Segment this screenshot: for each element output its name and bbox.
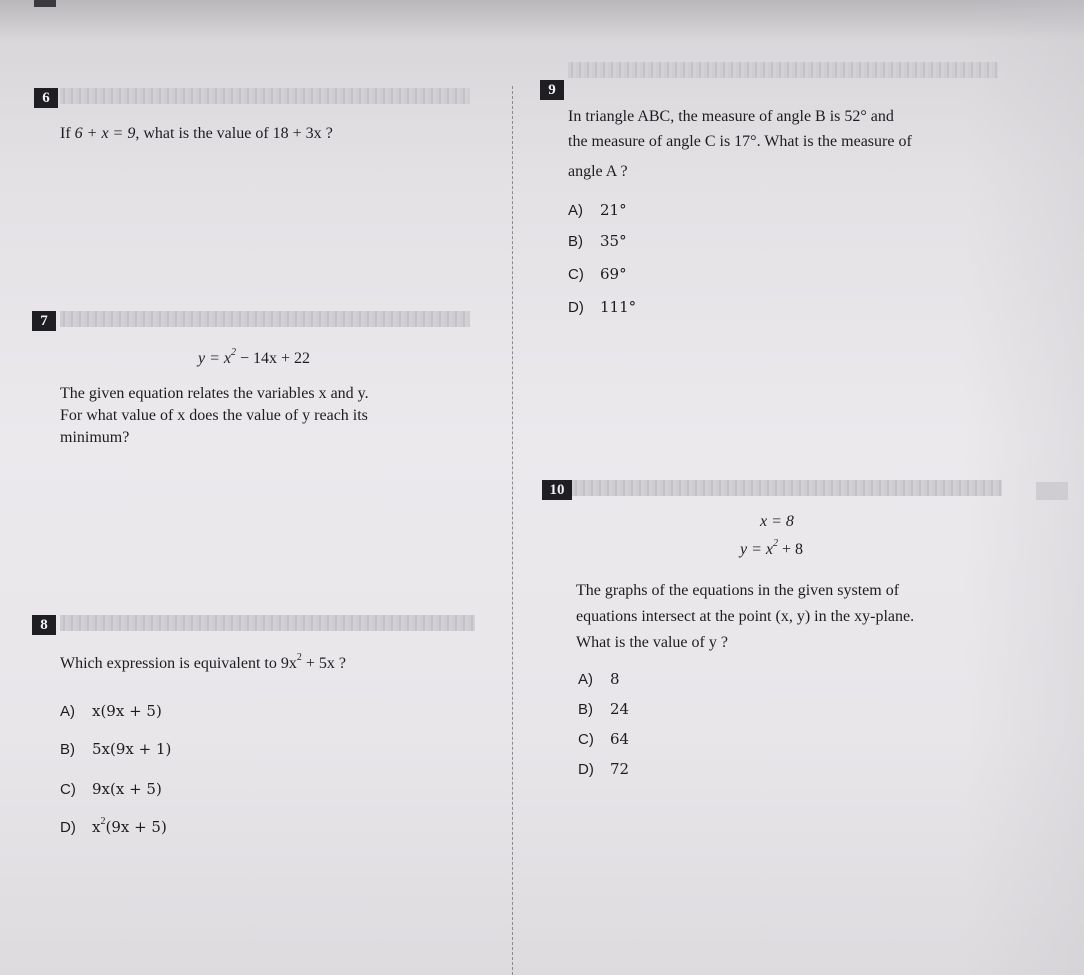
choice-text-exp: 2 (100, 816, 106, 827)
q10-header-bar (572, 480, 1002, 496)
q6-prompt-mid: , what is the value of (135, 125, 273, 142)
q6-expr1: 6 + x = 9 (74, 125, 136, 142)
choice-text: x(9x + 5) (92, 702, 162, 720)
choice-text: 24 (610, 700, 630, 718)
q6-prompt-pre: If (60, 125, 75, 142)
q6-prompt (60, 125, 333, 143)
q6-header-bar (60, 88, 470, 104)
choice-text: 64 (610, 730, 630, 748)
q6-expr2: 18 + 3x (272, 125, 322, 142)
q10-eq2 (740, 538, 804, 559)
choice-text-rest: (9x + 5) (105, 818, 167, 836)
q9-number: 9 (540, 80, 564, 100)
choice-letter: B) (60, 741, 75, 758)
q8-prompt-rest: + 5x ? (301, 655, 346, 672)
choice-text-base: x (92, 818, 101, 836)
choice-letter: C) (578, 731, 594, 748)
q7-eq-exp: 2 (231, 347, 236, 358)
q9-line3: angle A ? (568, 163, 628, 180)
q7-line1: The given equation relates the variables x and y. (60, 385, 369, 402)
q8-header-bar (60, 615, 475, 631)
q6-number: 6 (34, 88, 58, 108)
choice-letter: A) (578, 671, 593, 688)
q10-eq1: x = 8 (760, 513, 794, 530)
q9-line2: the measure of angle C is 17°. What is the measure of (568, 133, 912, 150)
q10-choice-a[interactable] (578, 670, 620, 689)
choice-letter: D) (578, 761, 594, 778)
q10-line2: equations intersect at the point (x, y) in the xy-plane. (576, 608, 915, 625)
q7-number: 7 (32, 311, 56, 331)
q8-prompt (60, 652, 346, 673)
choice-letter: A) (568, 202, 583, 219)
choice-text: 111° (600, 298, 637, 316)
q8-number: 8 (32, 615, 56, 635)
q9-choice-b[interactable] (568, 232, 627, 251)
q10-choice-c[interactable] (578, 730, 629, 749)
q8-prompt-exp: 2 (296, 652, 302, 663)
q9-header-bar (568, 62, 998, 78)
q9-choice-c[interactable] (568, 265, 627, 284)
q7-header-bar (60, 311, 470, 327)
q8-prompt-base: 9x (280, 655, 297, 672)
q8-prompt-pre: Which expression is equivalent to (60, 655, 281, 672)
choice-letter: B) (568, 233, 583, 250)
q7-eq-lhs: y = x (198, 350, 231, 367)
choice-text: 8 (610, 670, 620, 688)
q9-choice-d[interactable] (568, 298, 636, 317)
column-divider (512, 86, 513, 975)
q6-prompt-end: ? (321, 125, 333, 142)
q7-equation (198, 347, 311, 368)
choice-text: 21° (600, 201, 627, 219)
choice-letter: C) (60, 781, 76, 798)
q10-eq2-exp: 2 (773, 538, 778, 549)
q8-choice-a[interactable] (60, 702, 162, 721)
page-tab-marker (1036, 482, 1068, 500)
q9-choice-a[interactable] (568, 201, 627, 220)
choice-letter: D) (60, 819, 76, 836)
choice-letter: C) (568, 266, 584, 283)
choice-text: 9x(x + 5) (92, 780, 162, 798)
choice-text: 35° (600, 232, 627, 250)
q10-number: 10 (542, 480, 572, 500)
q10-choice-b[interactable] (578, 700, 629, 719)
binder-tab (34, 0, 56, 7)
q10-line1: The graphs of the equations in the given system of (576, 582, 900, 599)
q9-line1: In triangle ABC, the measure of angle B is 52° and (568, 108, 894, 125)
q10-eq2-lhs: y = x (740, 541, 773, 558)
choice-letter: D) (568, 299, 584, 316)
q10-eq2-rhs: + 8 (778, 541, 804, 558)
q8-choice-c[interactable] (60, 780, 162, 799)
choice-text: 72 (610, 760, 630, 778)
q7-eq-rhs: − 14x + 22 (236, 350, 311, 367)
q10-choice-d[interactable] (578, 760, 629, 779)
choice-letter: A) (60, 703, 75, 720)
q8-choice-b[interactable] (60, 740, 171, 759)
q7-line2: For what value of x does the value of y reach its (60, 407, 368, 424)
q8-choice-d[interactable] (60, 818, 167, 837)
q7-line3: minimum? (60, 429, 130, 446)
top-shadow (0, 0, 1084, 40)
choice-text: 69° (600, 265, 627, 283)
q10-line3: What is the value of y ? (576, 634, 728, 651)
choice-text: 5x(9x + 1) (92, 740, 172, 758)
choice-letter: B) (578, 701, 593, 718)
